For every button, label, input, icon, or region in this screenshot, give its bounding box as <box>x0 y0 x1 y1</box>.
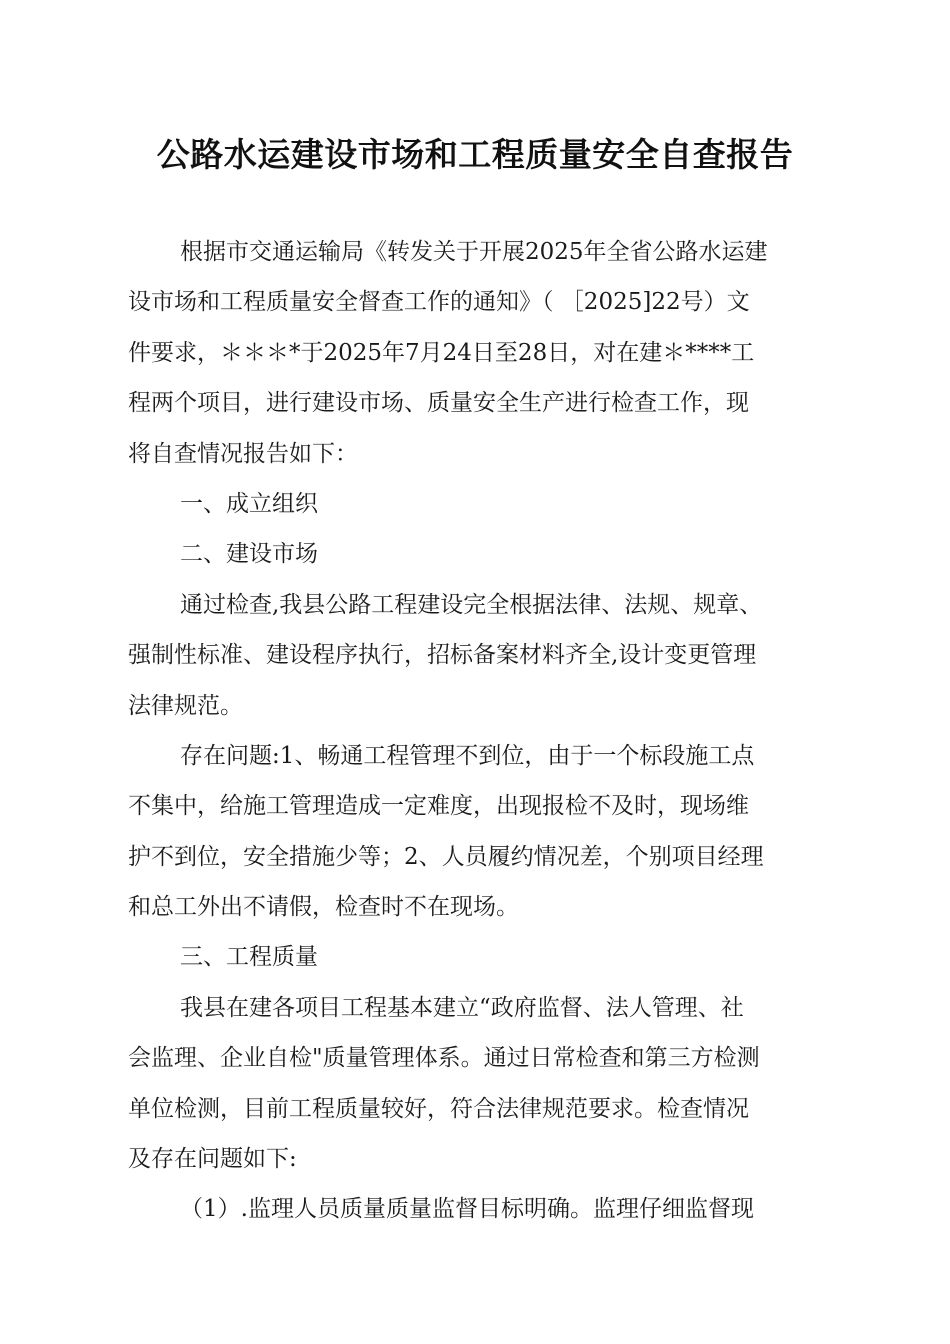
paragraph-line: 法律规范。 <box>128 692 243 719</box>
paragraph-line: 我县在建各项目工程基本建立“政府监督、法人管理、社 <box>180 994 744 1021</box>
paragraph-line: （1）.监理人员质量质量监督目标明确。监理仔细监督现 <box>180 1196 754 1223</box>
section-heading: 一、成立组织 <box>180 490 318 517</box>
section-heading: 三、工程质量 <box>180 944 318 971</box>
paragraph-line: 护不到位，安全措施少等；2、人员履约情况差，个别项目经理 <box>128 843 764 870</box>
paragraph-line: 会监理、企业自检"质量管理体系。通过日常检查和第三方检测 <box>128 1045 760 1072</box>
paragraph-line: 和总工外出不请假，检查时不在现场。 <box>128 894 519 921</box>
paragraph-line: 不集中，给施工管理造成一定难度，出现报检不及时，现场维 <box>128 793 749 820</box>
paragraph-line: 根据市交通运输局《转发关于开展2025年全省公路水运建 <box>180 239 768 265</box>
paragraph-line: 件要求，＊＊＊*于2025年7月24日至28日，对在建＊****工 <box>128 339 755 366</box>
document-body <box>128 227 838 1235</box>
paragraph-line: 强制性标准、建设程序执行，招标备案材料齐全,设计变更管理 <box>128 642 757 669</box>
paragraph-line: 及存在问题如下: <box>128 1146 297 1173</box>
paragraph-line: 设市场和工程质量安全督查工作的通知》（ ［2025]22号）文 <box>128 289 750 316</box>
paragraph-line: 将自查情况报告如下： <box>128 440 358 467</box>
document-title: 公路水运建设市场和工程质量安全自查报告 <box>156 135 794 174</box>
paragraph-line: 存在问题:1、畅通工程管理不到位，由于一个标段施工点 <box>180 742 755 769</box>
paragraph-line: 通过检查,我县公路工程建设完全根据法律、法规、规章、 <box>180 591 763 618</box>
paragraph-line: 程两个项目，进行建设市场、质量安全生产进行检查工作，现 <box>128 390 749 417</box>
paragraph-line: 单位检测，目前工程质量较好，符合法律规范要求。检查情况 <box>128 1095 749 1122</box>
section-heading: 二、建设市场 <box>180 541 318 568</box>
